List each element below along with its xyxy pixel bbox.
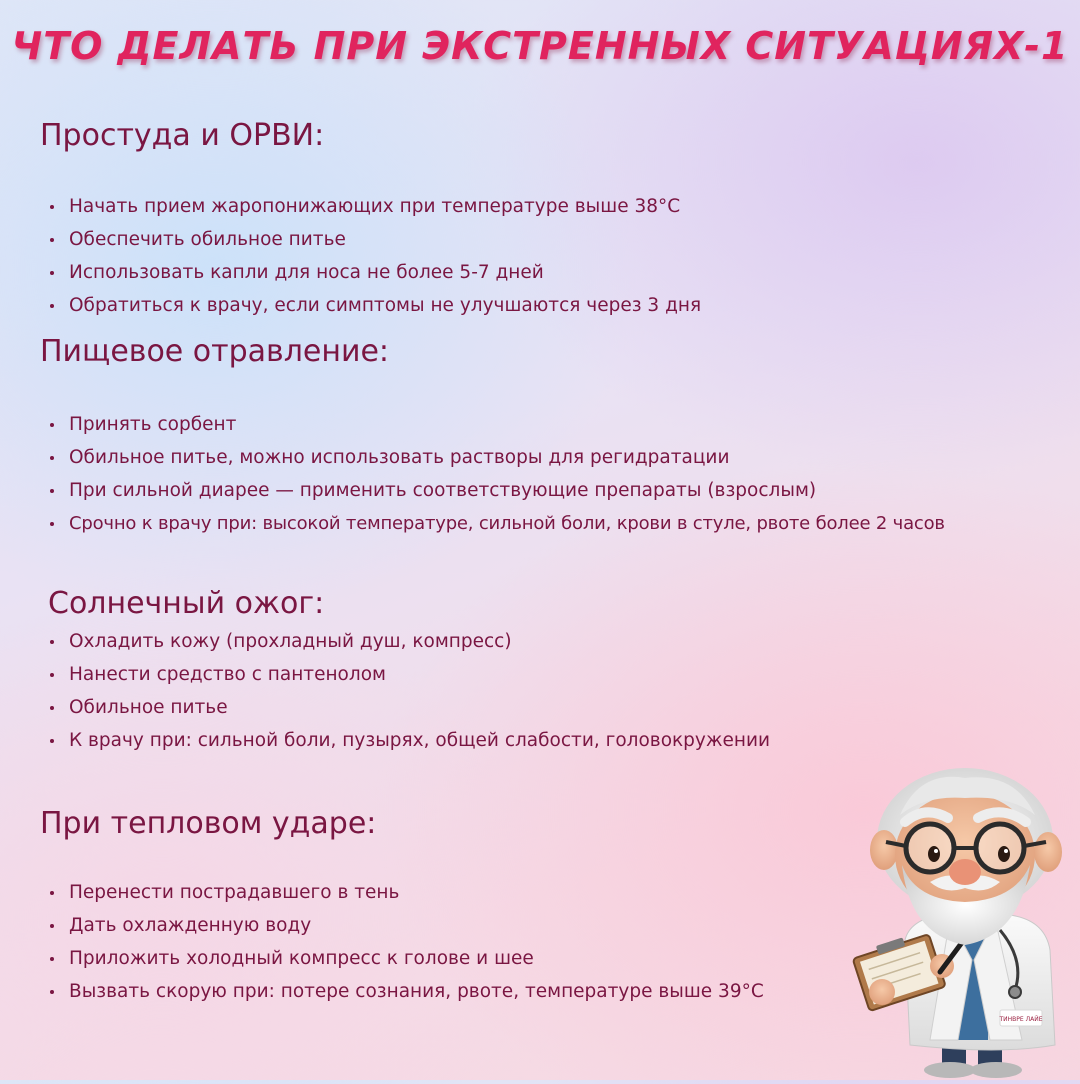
list-item-text: Срочно к врачу при: высокой температуре, сильной боли, крови в стуле, рвоте более 2 часов xyxy=(69,513,945,534)
list-item xyxy=(48,408,945,441)
item-list xyxy=(48,625,770,757)
bullet-icon xyxy=(50,489,54,493)
bullet-icon xyxy=(50,990,54,994)
list-item-text: Охладить кожу (прохладный душ, компресс) xyxy=(69,631,512,652)
list-item xyxy=(48,289,701,322)
section-heading: Солнечный ожог: xyxy=(48,586,325,621)
list-item xyxy=(48,658,770,691)
page-title: ЧТО ДЕЛАТЬ ПРИ ЭКСТРЕННЫХ СИТУАЦИЯХ-1 xyxy=(11,24,1069,68)
item-list xyxy=(48,190,701,322)
doctor-illustration-icon xyxy=(850,760,1080,1080)
list-item-text: Обильное питье xyxy=(69,697,228,718)
list-item xyxy=(48,876,764,909)
list-item-text: Дать охлажденную воду xyxy=(69,915,312,936)
list-item xyxy=(48,724,770,757)
list-item xyxy=(48,223,701,256)
list-item xyxy=(48,909,764,942)
list-item xyxy=(48,942,764,975)
bullet-icon xyxy=(50,891,54,895)
section-heading: Пищевое отравление: xyxy=(40,334,390,369)
list-item-text: Принять сорбент xyxy=(69,414,237,435)
bullet-icon xyxy=(50,522,54,526)
list-item xyxy=(48,625,770,658)
bullet-icon xyxy=(50,739,54,743)
list-item-text: Вызвать скорую при: потере сознания, рвоте, температуре выше 39°С xyxy=(69,981,764,1002)
list-item xyxy=(48,441,945,474)
list-item-text: Обратиться к врачу, если симптомы не улучшаются через 3 дня xyxy=(69,295,702,316)
bullet-icon xyxy=(50,238,54,242)
bullet-icon xyxy=(50,673,54,677)
section-heading: Простуда и ОРВИ: xyxy=(40,118,325,153)
list-item xyxy=(48,975,764,1008)
item-list xyxy=(48,408,945,540)
list-item-text: К врачу при: сильной боли, пузырях, общей слабости, головокружении xyxy=(69,730,771,751)
bullet-icon xyxy=(50,304,54,308)
list-item-text: Обильное питье, можно использовать растворы для регидратации xyxy=(69,447,730,468)
list-item xyxy=(48,474,945,507)
list-item-text: Обеспечить обильное питье xyxy=(69,229,346,250)
list-item-text: Использовать капли для носа не более 5-7 дней xyxy=(69,262,544,283)
section-heading: При тепловом ударе: xyxy=(40,806,377,841)
bullet-icon xyxy=(50,271,54,275)
bullet-icon xyxy=(50,924,54,928)
item-list xyxy=(48,876,764,1008)
list-item xyxy=(48,507,945,540)
bullet-icon xyxy=(50,957,54,961)
list-item-text: Начать прием жаропонижающих при температуре выше 38°С xyxy=(69,196,681,217)
list-item xyxy=(48,256,701,289)
list-item xyxy=(48,691,770,724)
list-item-text: При сильной диарее — применить соответствующие препараты (взрослым) xyxy=(69,480,817,501)
bullet-icon xyxy=(50,640,54,644)
svg-text:ТИНВРЕ ЛАЙЕ: ТИНВРЕ ЛАЙЕ xyxy=(999,1016,1043,1023)
bullet-icon xyxy=(50,205,54,209)
bullet-icon xyxy=(50,706,54,710)
list-item-text: Нанести средство с пантенолом xyxy=(69,664,386,685)
list-item-text: Перенести пострадавшего в тень xyxy=(69,882,400,903)
list-item xyxy=(48,190,701,223)
list-item-text: Приложить холодный компресс к голове и шее xyxy=(69,948,534,969)
bullet-icon xyxy=(50,456,54,460)
bullet-icon xyxy=(50,423,54,427)
